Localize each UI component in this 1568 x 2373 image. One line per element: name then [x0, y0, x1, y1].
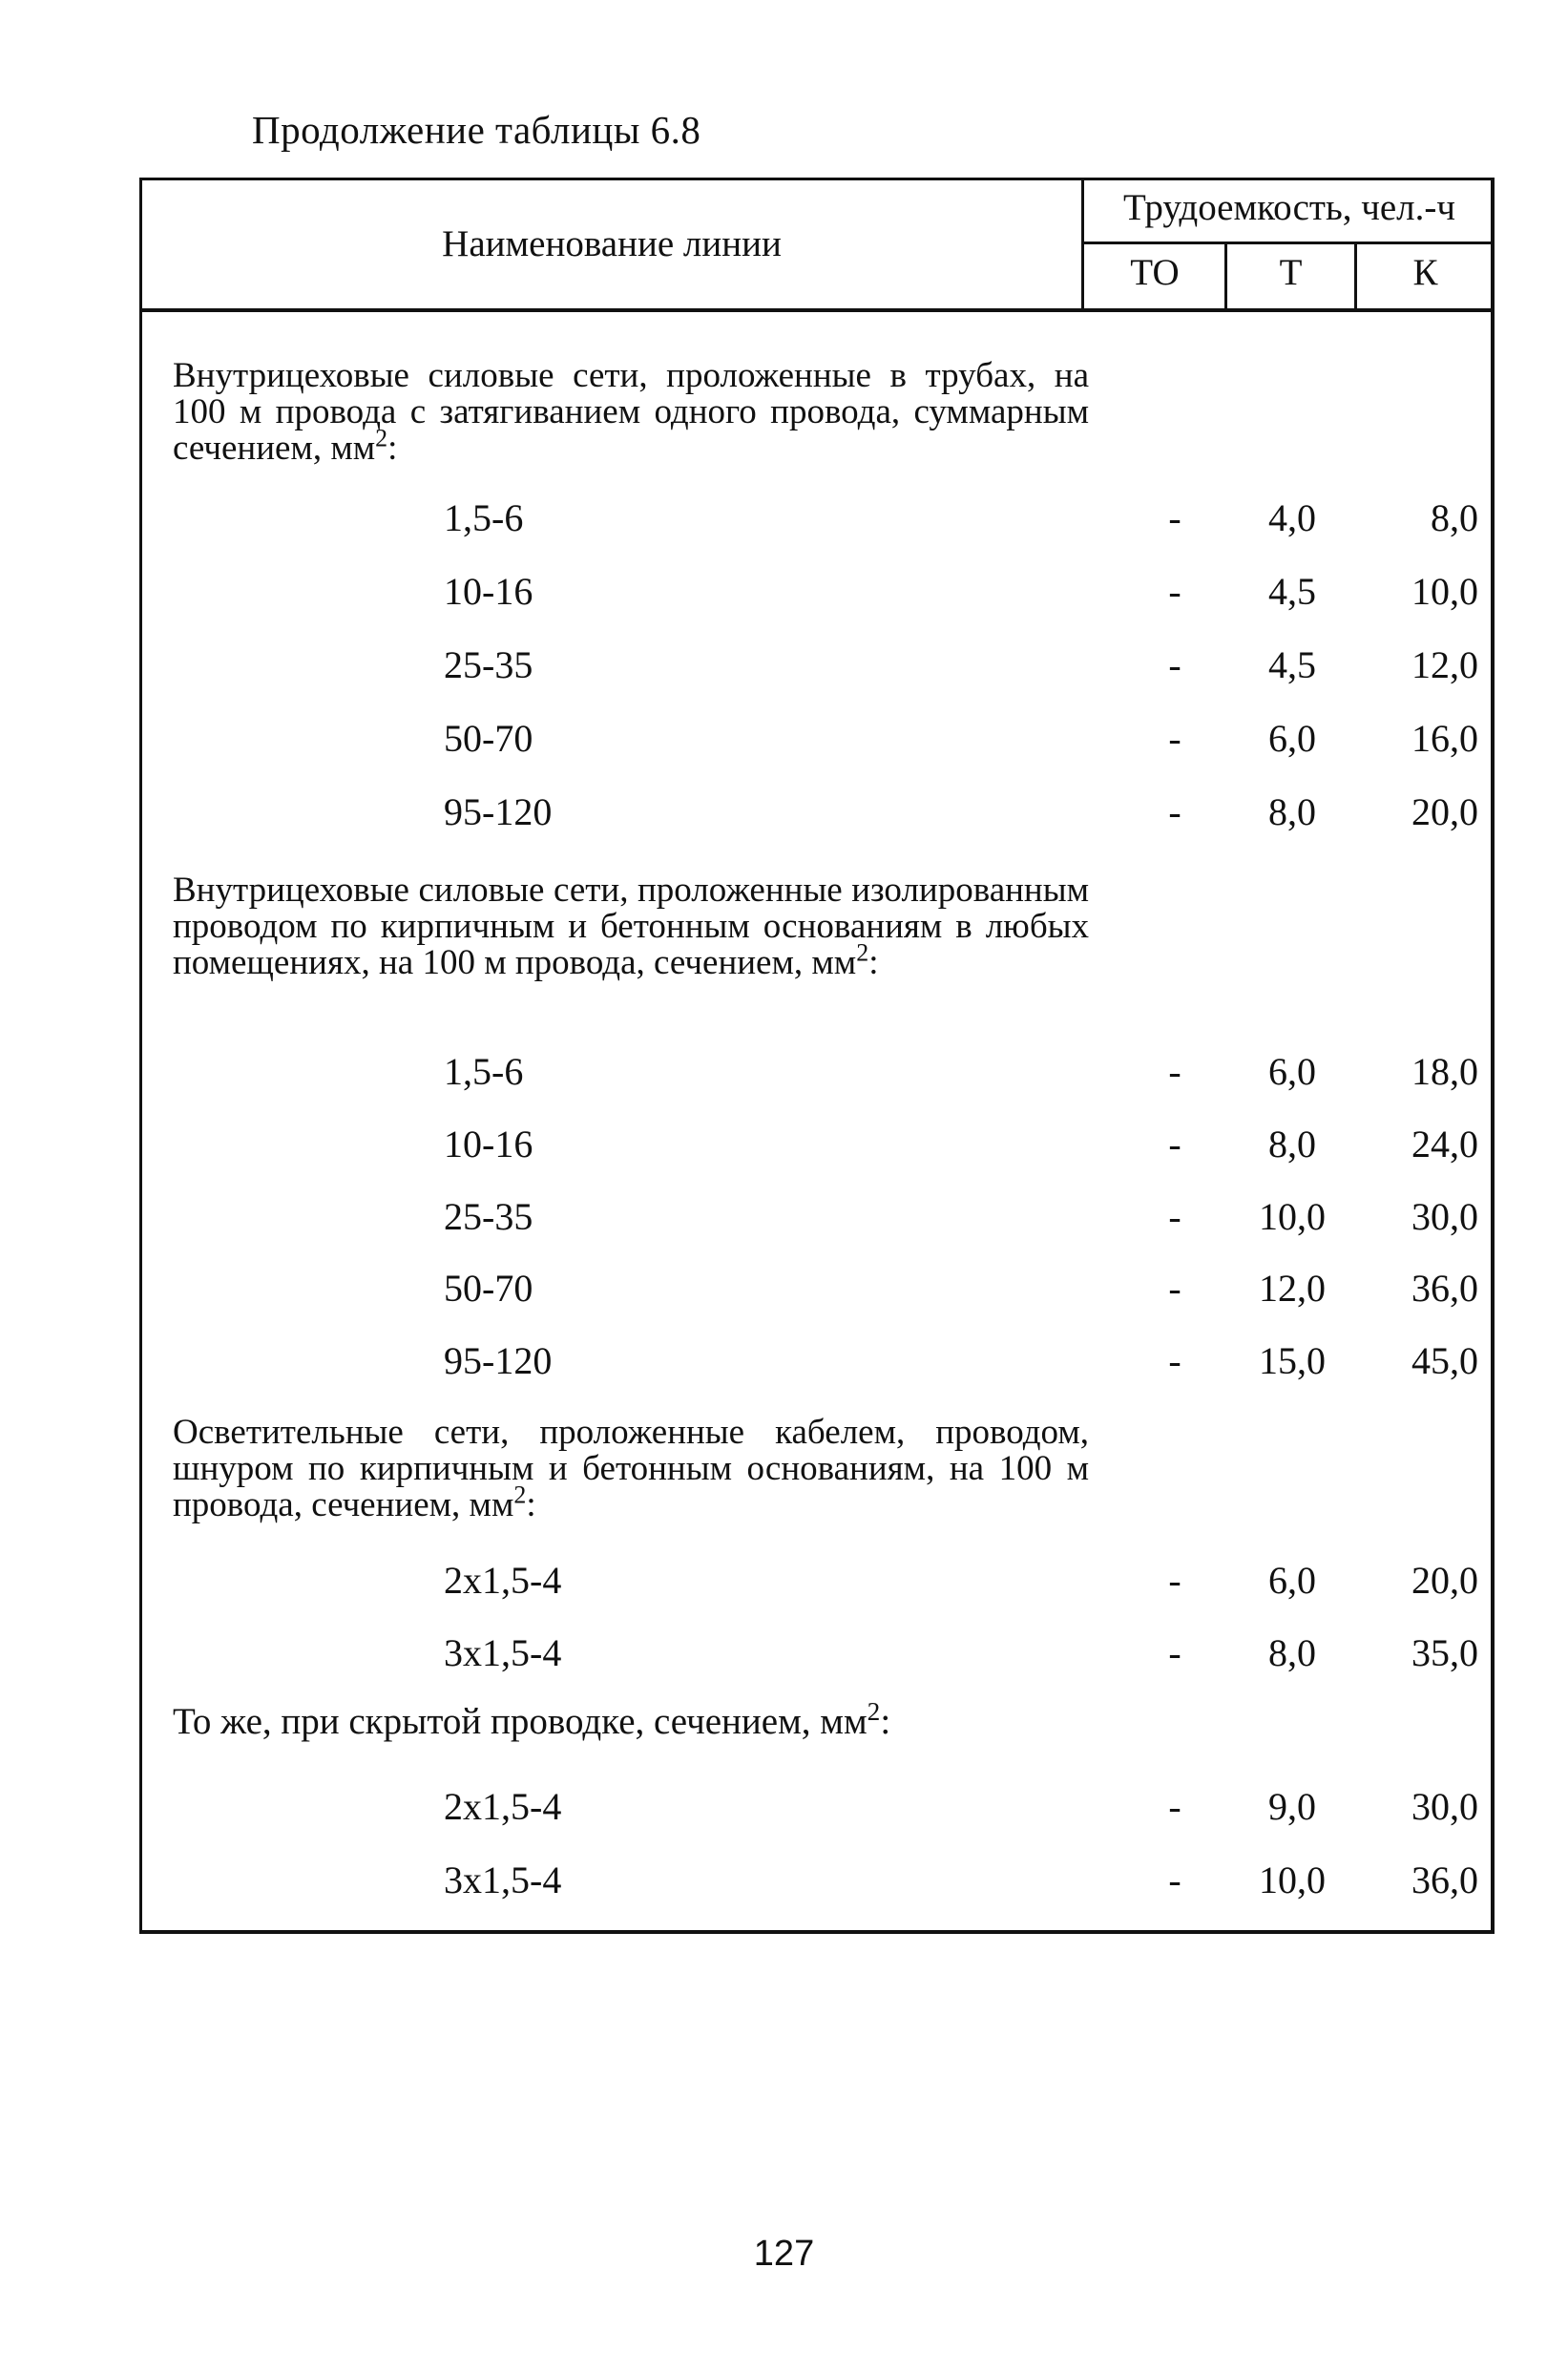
row-section: 10-16 — [444, 570, 533, 613]
row-section: 2x1,5-4 — [444, 1559, 562, 1602]
row-to: - — [1168, 717, 1181, 760]
table-row — [142, 1858, 1491, 1905]
row-k: 8,0 — [1431, 496, 1478, 539]
row-k: 45,0 — [1411, 1339, 1478, 1382]
row-k: 36,0 — [1411, 1858, 1478, 1901]
row-to: - — [1168, 1195, 1181, 1238]
header-labor-divider — [1081, 242, 1491, 244]
section-title-text: Внутрицеховые силовые сети, проложенные в трубах, на 100 м провода с затягиванием одного провода, суммарным сечением, мм — [173, 356, 1089, 468]
table-row — [142, 1558, 1491, 1606]
row-t: 4,5 — [1268, 570, 1316, 613]
row-section: 1,5-6 — [444, 496, 524, 539]
row-t: 9,0 — [1268, 1785, 1316, 1828]
page-number: 127 — [753, 2234, 815, 2274]
row-k: 36,0 — [1411, 1267, 1478, 1310]
table-row — [142, 1194, 1491, 1242]
table-row — [142, 1784, 1491, 1832]
section-title — [173, 872, 1089, 981]
row-section: 95-120 — [444, 790, 553, 833]
row-k: 16,0 — [1411, 717, 1478, 760]
table-row — [142, 1049, 1491, 1097]
section-title-sup: 2 — [867, 1697, 881, 1726]
row-t: 4,0 — [1268, 496, 1316, 539]
header-to: ТО — [1130, 252, 1180, 293]
row-t: 6,0 — [1268, 1050, 1316, 1093]
row-k: 12,0 — [1411, 643, 1478, 686]
row-section: 50-70 — [444, 717, 533, 760]
row-section: 3x1,5-4 — [444, 1631, 562, 1674]
table-row — [142, 642, 1491, 690]
section-title-text: Осветительные сети, проложенные кабелем, проводом, шнуром по кирпичным и бетонным основаниям, на 100 м провода, сечением, мм — [173, 1413, 1089, 1524]
row-to: - — [1168, 1631, 1181, 1674]
section-title-sup: 2 — [375, 424, 388, 452]
row-section: 25-35 — [444, 643, 533, 686]
row-to: - — [1168, 1785, 1181, 1828]
section-title — [173, 358, 1089, 467]
row-k: 24,0 — [1411, 1123, 1478, 1166]
row-to: - — [1168, 790, 1181, 833]
row-to: - — [1168, 1858, 1181, 1901]
row-k: 35,0 — [1411, 1631, 1478, 1674]
table-row — [142, 789, 1491, 837]
row-t: 10,0 — [1259, 1858, 1326, 1901]
table-row — [142, 1122, 1491, 1169]
row-to: - — [1168, 1267, 1181, 1310]
header-column-divider — [1081, 180, 1084, 308]
header-bottom-rule — [142, 308, 1491, 312]
row-to: - — [1168, 496, 1181, 539]
row-section: 3x1,5-4 — [444, 1858, 562, 1901]
section-title-sup: 2 — [513, 1480, 527, 1509]
row-to: - — [1168, 1050, 1181, 1093]
row-t: 8,0 — [1268, 790, 1316, 833]
section-title — [173, 1415, 1089, 1523]
row-section: 1,5-6 — [444, 1050, 524, 1093]
section-title-text: То же, при скрытой проводке, сечением, мм — [173, 1701, 868, 1742]
table-row — [142, 1266, 1491, 1313]
section-title — [173, 1697, 1089, 1742]
row-t: 8,0 — [1268, 1631, 1316, 1674]
table-row — [142, 569, 1491, 617]
row-t: 6,0 — [1268, 717, 1316, 760]
row-k: 30,0 — [1411, 1785, 1478, 1828]
row-t: 8,0 — [1268, 1123, 1316, 1166]
row-k: 18,0 — [1411, 1050, 1478, 1093]
header-line-name: Наименование линии — [442, 223, 782, 264]
row-t: 12,0 — [1259, 1267, 1326, 1310]
row-t: 4,5 — [1268, 643, 1316, 686]
table-row — [142, 716, 1491, 764]
row-to: - — [1168, 1559, 1181, 1602]
row-to: - — [1168, 570, 1181, 613]
row-to: - — [1168, 1123, 1181, 1166]
table-caption: Продолжение таблицы 6.8 — [252, 108, 701, 152]
header-labor: Трудоемкость, чел.-ч — [1123, 187, 1455, 228]
row-section: 50-70 — [444, 1267, 533, 1310]
row-section: 2x1,5-4 — [444, 1785, 562, 1828]
row-k: 30,0 — [1411, 1195, 1478, 1238]
section-title-tail: : — [868, 943, 879, 982]
row-k: 20,0 — [1411, 1559, 1478, 1602]
row-to: - — [1168, 643, 1181, 686]
row-t: 10,0 — [1259, 1195, 1326, 1238]
row-k: 20,0 — [1411, 790, 1478, 833]
row-section: 95-120 — [444, 1339, 553, 1382]
section-title-text: Внутрицеховые силовые сети, проложенные изолированным проводом по кирпичным и бетонным основаниям в любых помещениях, на 100 м провода, сечением, мм — [173, 871, 1089, 982]
labor-table — [139, 178, 1495, 1934]
row-section: 10-16 — [444, 1123, 533, 1166]
table-row — [142, 495, 1491, 543]
table-row — [142, 1630, 1491, 1678]
row-to: - — [1168, 1339, 1181, 1382]
section-title-tail: : — [526, 1485, 536, 1524]
row-k: 10,0 — [1411, 570, 1478, 613]
row-t: 15,0 — [1259, 1339, 1326, 1382]
section-title-tail: : — [880, 1701, 891, 1742]
header-k: К — [1412, 252, 1438, 293]
row-t: 6,0 — [1268, 1559, 1316, 1602]
header-t: Т — [1279, 252, 1303, 293]
section-title-sup: 2 — [856, 938, 869, 967]
table-row — [142, 1338, 1491, 1386]
row-section: 25-35 — [444, 1195, 533, 1238]
section-title-tail: : — [387, 429, 398, 468]
